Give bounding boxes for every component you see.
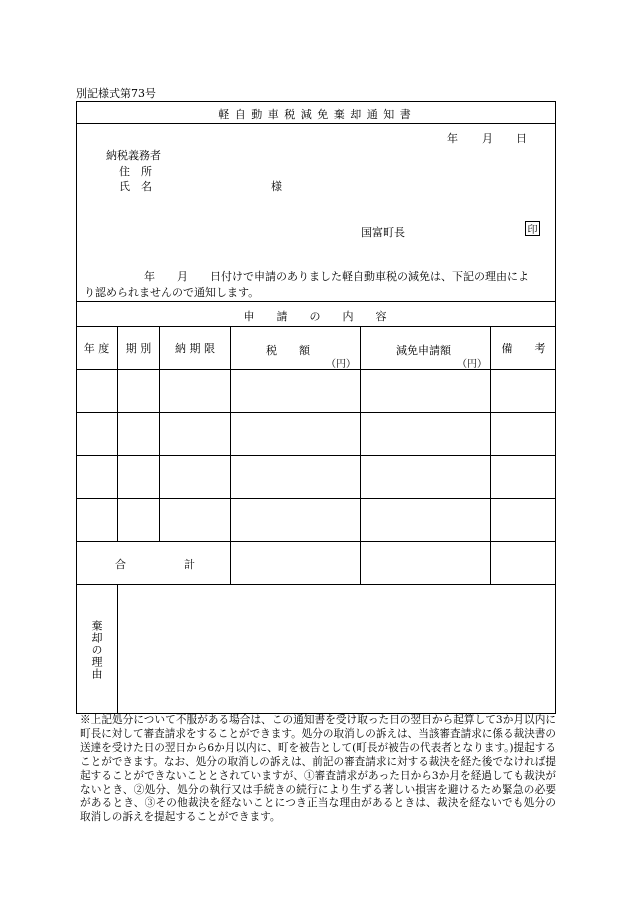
appeal-notice: ※上記処分について不服がある場合は、この通知書を受け取った日の翌日から起算して3か月以内に町長に対して審査請求をすることができます。処分の取消しの訴えは、当該審査請求に係る裁決書の送達を受けた日の翌日から6か月以内に、町を被告として(町長が被告の代表者となります。)提起することができます。なお、処分の取消しの訴えは、前記の審査請求に対する裁決を経た後でなければ提起することができないこととされていますが、①審査請求があった日から3か月を経過しても裁決がないとき、②処分、処分の執行又は手続きの続行により生ずる著しい損害を避けるため緊急の必要があるとき、③その他裁決を経ないことにつき正当な理由があるときは、裁決を経ないでも処分の取消しの訴えを提起することができます。 [80, 714, 556, 824]
date-year-label: 年 [447, 132, 458, 145]
total-label-2: 計 [184, 558, 195, 571]
body-text-line1: 年 月 日付けで申請のありました軽自動車税の減免は、下記の理由によ [144, 270, 529, 283]
header-period: 期 別 [125, 342, 152, 355]
body-text-line2: り認められませんので通知します。 [84, 286, 260, 299]
date-day-label: 日 [516, 132, 527, 145]
title-divider [76, 123, 556, 124]
seal-mark: 印 [525, 221, 540, 236]
section-top-border [76, 301, 556, 302]
reason-label: 棄却の理由 [90, 620, 103, 680]
table-row-border [76, 541, 556, 542]
table-row [76, 456, 556, 498]
total-label-1: 合 [115, 558, 126, 571]
header-reduction-unit: （円） [457, 359, 487, 370]
honorific: 様 [271, 180, 282, 193]
table-row [76, 413, 556, 455]
address-label: 住 所 [119, 165, 152, 178]
form-number: 別記様式第73号 [76, 87, 156, 100]
header-remarks: 備 考 [501, 342, 546, 355]
column-divider [360, 326, 361, 584]
header-reduction-amount: 減免申請額 [396, 344, 451, 357]
reason-field [118, 585, 555, 713]
header-tax-amount: 税 額 [266, 344, 310, 357]
issuer-name: 国富町長 [361, 226, 405, 239]
section-title: 申 請 の 内 容 [243, 310, 387, 323]
column-divider [230, 326, 231, 584]
table-row [76, 370, 556, 412]
header-year: 年 度 [83, 342, 110, 355]
table-row [76, 499, 556, 541]
date-month-label: 月 [482, 132, 493, 145]
page-title: 軽 自 動 車 税 減 免 棄 却 通 知 書 [218, 108, 412, 121]
header-due-date: 納 期 限 [175, 342, 215, 355]
header-tax-unit: （円） [326, 359, 356, 370]
taxpayer-heading: 納税義務者 [106, 149, 161, 162]
name-label: 氏 名 [119, 180, 152, 193]
